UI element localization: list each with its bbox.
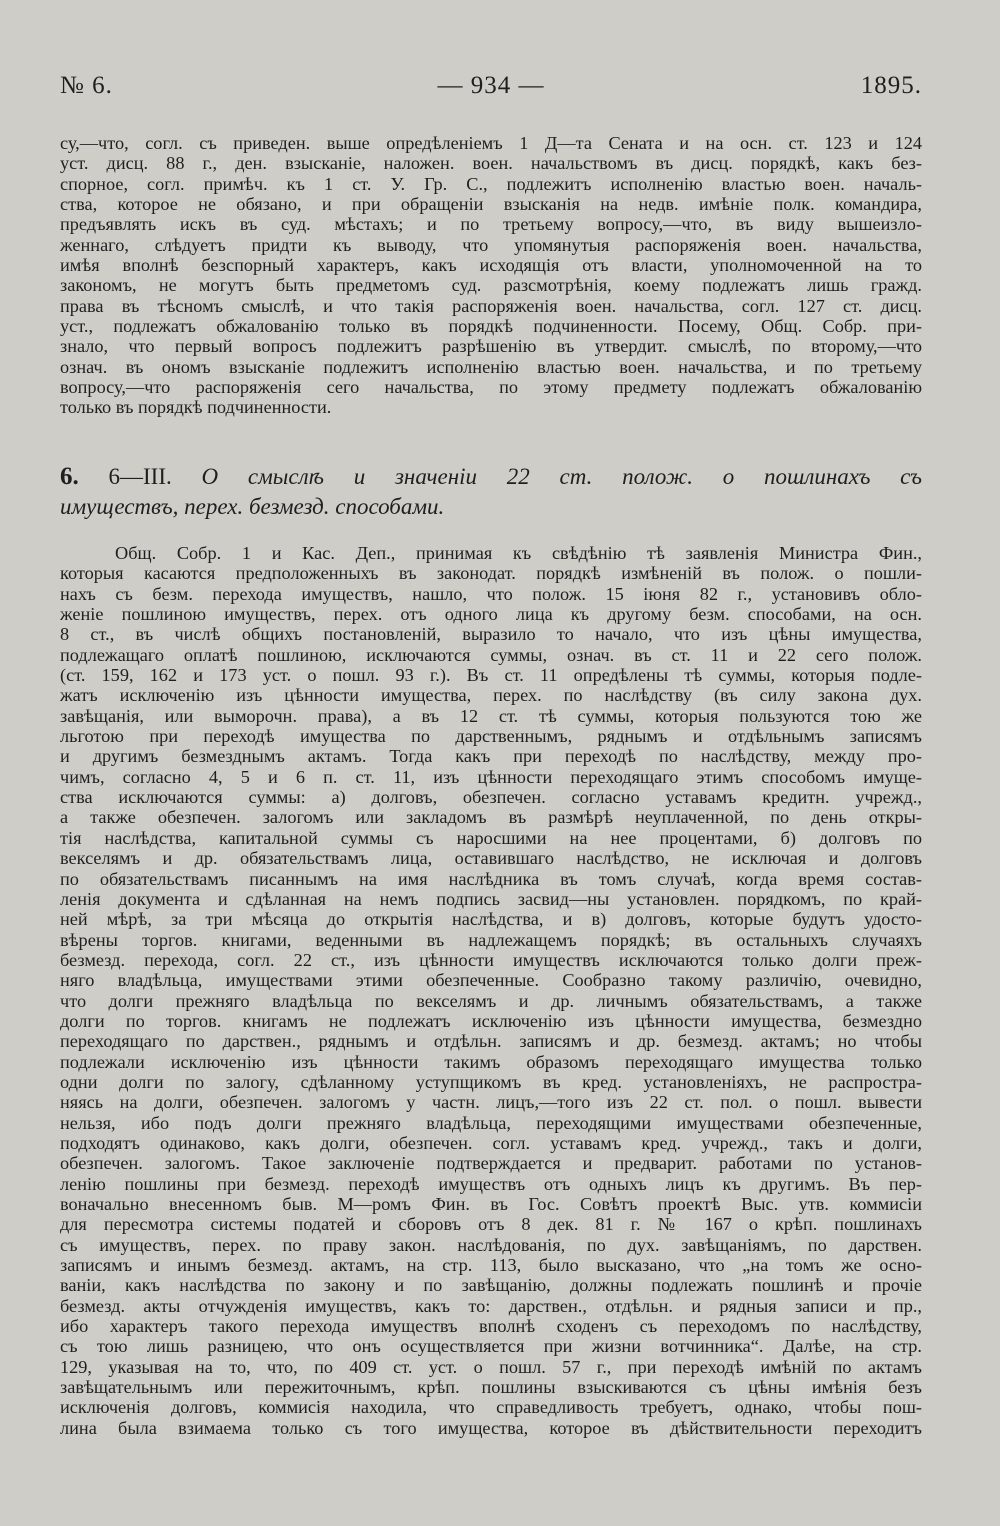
text-line: нельзя, ибо подъ долги прежняго владѣльца, переходящими имуществами обезпеченные,	[60, 1112, 922, 1133]
text-line: лина была взимаема только съ того имущества, которое въ дѣйствительности переходитъ	[60, 1417, 922, 1438]
text-line: жатъ исключенію изъ цѣнности имущества, перех. по наслѣдству (въ силу закона дух.	[60, 685, 922, 706]
text-line: уст. дисц. 88 г., ден. взысканіе, наложен. воен. начальствомъ въ дисц. порядкѣ, какъ без-	[60, 153, 922, 174]
text-line: ибо характеръ такого перехода имуществъ вполнѣ сходенъ съ переходомъ по наслѣдству,	[60, 1316, 922, 1337]
text-line: предъявлять искъ въ суд. мѣстахъ; и по третьему вопросу,—что, въ виду вышеизло-	[60, 214, 922, 235]
page-number: — 934 —	[437, 72, 545, 99]
text-line: льготою при переходѣ имущества по дарственнымъ, ряднымъ и отдѣльнымъ записямъ	[60, 726, 922, 747]
text-line: ленію пошлины при безмезд. переходѣ имуществъ отъ одныхъ лицъ къ другимъ. Въ пер-	[60, 1173, 922, 1194]
text-line: записямъ и инымъ безмезд. актамъ, на стр. 113, было высказано, что „на томъ же осно-	[60, 1255, 922, 1276]
text-line: вѣрены торгов. книгами, веденными въ надлежащемъ порядкѣ; въ остальныхъ случаяхъ	[60, 929, 922, 950]
text-line: 8 ст., въ числѣ общихъ постановленій, выразило то начало, что изъ цѣны имущества,	[60, 624, 922, 645]
text-line: тія наслѣдства, капитальной суммы съ наросшими на нее процентами, б) долговъ по	[60, 827, 922, 848]
text-line: и другимъ безмезднымъ актамъ. Тогда какъ при переходѣ по наслѣдству, между про-	[60, 746, 922, 767]
text-line: женнаго, слѣдуетъ придти къ выводу, что упомянутыя распоряженія воен. начальства,	[60, 234, 922, 255]
section-ref: 6—III.	[108, 464, 172, 489]
section-title-line-2: имуществъ, перех. безмезд. способами.	[60, 494, 445, 519]
text-line: уст., подлежатъ обжалованію только въ порядкѣ подчиненности. Посему, Общ. Собр. при-	[60, 316, 922, 337]
page-header	[60, 72, 922, 106]
text-line: 129, указывая на то, что, по 409 ст. уст. о пошл. 57 г., при переходѣ имѣній по актамъ	[60, 1356, 922, 1377]
text-line: няясь на долги, обезпечен. залогомъ у частн. лицъ,—того изъ 22 ст. пол. о пошл. вывести	[60, 1092, 922, 1113]
section-heading-line-1	[60, 462, 922, 492]
intro-paragraph	[60, 133, 922, 418]
text-line: имѣя вполнѣ безспорный характеръ, какъ исходящія отъ власти, уполномоченной на то	[60, 255, 922, 276]
text-line: безмезд. акты отчужденія имуществъ, какъ то: дарствен., отдѣльн. и рядныя записи и пр.,	[60, 1295, 922, 1316]
section-number: 6.	[60, 463, 79, 490]
text-line: только въ порядкѣ подчиненности.	[60, 397, 332, 418]
text-line: нахъ съ безм. перехода имуществъ, нашло, что полож. 15 іюня 82 г., установивъ обло-	[60, 583, 922, 604]
text-line: означ. въ ономъ взысканіе подлежитъ исполненію властью воен. начальства, и по третьему	[60, 356, 922, 377]
text-line: су,—что, согл. съ приведен. выше опредѣленіемъ 1 Д—та Сената и на осн. ст. 123 и 124	[60, 133, 922, 153]
text-line: что долги прежняго владѣльца по векселямъ и др. личнымъ обязательствамъ, а также	[60, 990, 922, 1011]
text-line: долги по торгов. книгамъ не подлежатъ исключенію изъ цѣнности имущества, безмездно	[60, 1010, 922, 1031]
text-line: безмезд. перехода, согл. 22 ст., изъ цѣнности имуществъ исключаются только долги преж-	[60, 949, 922, 970]
text-line: подлежащаго оплатѣ пошлиною, исключаются суммы, означ. въ ст. 11 и 22 сего полож.	[60, 644, 922, 665]
text-line: ства, которое не обязано, и при обращеніи взысканія на недв. имѣніе полк. командира,	[60, 194, 922, 215]
text-line: подходятъ одинаково, какъ долги, обезпечен. согл. уставамъ кред. учрежд., такъ и долги,	[60, 1132, 922, 1153]
text-line: векселямъ и др. обязательствамъ лица, оставившаго наслѣдство, не исключая и долговъ	[60, 848, 922, 869]
text-line: спорное, согл. примѣч. къ 1 ст. У. Гр. С., подлежитъ исполненію властью воен. началь-	[60, 173, 922, 194]
text-line: съ тою лишь разницею, что онъ осуществляется при жизни вотчинника“. Далѣе, на стр.	[60, 1336, 922, 1357]
section-title-line-1: О смыслѣ и значеніи 22 ст. полож. о пошлинахъ съ	[201, 464, 922, 489]
text-line: ленія документа и сдѣланная на немъ подпись засвид—ны установлен. порядкомъ, по край-	[60, 888, 922, 909]
text-line: воначально внесенномъ быв. М—ромъ Фин. въ Гос. Совѣтъ проектѣ Выс. утв. коммисіи	[60, 1194, 922, 1214]
section-heading	[60, 462, 922, 522]
text-line: чимъ, согласно 4, 5 и 6 п. ст. 11, изъ цѣнности переходящаго этимъ способомъ имуще-	[60, 766, 922, 787]
text-line: завѣщанія, или выморочн. права), а въ 12 ст. тѣ суммы, которыя пользуются тою же	[60, 705, 922, 726]
text-line: ваніи, какъ наслѣдства по закону и по завѣщанію, должны подлежать пошлинѣ и прочіе	[60, 1275, 922, 1296]
text-line: Общ. Собр. 1 и Кас. Деп., принимая къ свѣдѣнію тѣ заявленія Министра Фин.,	[115, 543, 922, 563]
main-paragraph	[60, 543, 922, 1438]
text-line: ней мѣрѣ, за три мѣсяца до открытія наслѣдства, и в) долговъ, которые будутъ удосто-	[60, 909, 922, 930]
text-line: которыя касаются предположенныхъ въ законодат. порядкѣ измѣненій въ полож. о пошли-	[60, 563, 922, 584]
text-line: по обязательствамъ писаннымъ на имя наслѣдника въ томъ случаѣ, когда время состав-	[60, 868, 922, 889]
text-line: съ имуществъ, перех. по праву закон. наслѣдованія, по дух. завѣщаніямъ, по дарствен.	[60, 1234, 922, 1255]
issue-number: № 6.	[60, 72, 113, 99]
text-line: обезпечен. залогомъ. Такое заключеніе подтверждается и предварит. работами по установ-	[60, 1153, 922, 1174]
text-line: няго владѣльца, имуществами этими обезпеченные. Сообразно такому различію, очевидно,	[60, 970, 922, 991]
text-line: права въ тѣсномъ смыслѣ, и что такія распоряженія воен. начальства, согл. 127 ст. дисц.	[60, 295, 922, 316]
text-line: подлежали исключенію изъ цѣнности такимъ образомъ переходящаго имущества только	[60, 1051, 922, 1072]
text-line: вопросу,—что распоряженія сего начальства, по этому предмету подлежатъ обжалованію	[60, 377, 922, 398]
text-line: для пересмотра системы податей и сборовъ отъ 8 дек. 81 г. № 167 о крѣп. пошлинахъ	[60, 1214, 922, 1235]
text-line: завѣщательнымъ или пережиточнымъ, крѣп. пошлины взыскиваются съ цѣны имѣнія безъ	[60, 1377, 922, 1398]
text-line: закономъ, не могутъ быть предметомъ суд. разсмотрѣнія, коему подлежатъ лишь гражд.	[60, 275, 922, 296]
text-line: а также обезпечен. залогомъ или закладомъ въ размѣрѣ неуплаченной, по день откры-	[60, 807, 922, 828]
text-line: (ст. 159, 162 и 173 уст. о пошл. 93 г.). Въ ст. 11 опредѣлены тѣ суммы, которыя подле-	[60, 665, 922, 686]
text-line: ства исключаются суммы: а) долговъ, обезпечен. согласно уставамъ кредитн. учрежд.,	[60, 787, 922, 808]
text-line: одни долги по залогу, сдѣланному уступщикомъ въ кред. установленіяхъ, не распростра-	[60, 1071, 922, 1092]
text-line: женіе пошлиною имуществъ, перех. отъ одного лица къ другому безм. способами, на осн.	[60, 604, 922, 625]
text-line: переходящаго по дарствен., ряднымъ и отдѣльн. записямъ и др. безмезд. актамъ; но чтобы	[60, 1031, 922, 1052]
text-line: исключенія долговъ, коммисія находила, что справедливость требуетъ, однако, чтобы пош-	[60, 1397, 922, 1418]
text-line: знало, что первый вопросъ подлежитъ разрѣшенію въ утвердит. смыслѣ, по второму,—что	[60, 336, 922, 357]
year: 1895.	[860, 72, 922, 99]
